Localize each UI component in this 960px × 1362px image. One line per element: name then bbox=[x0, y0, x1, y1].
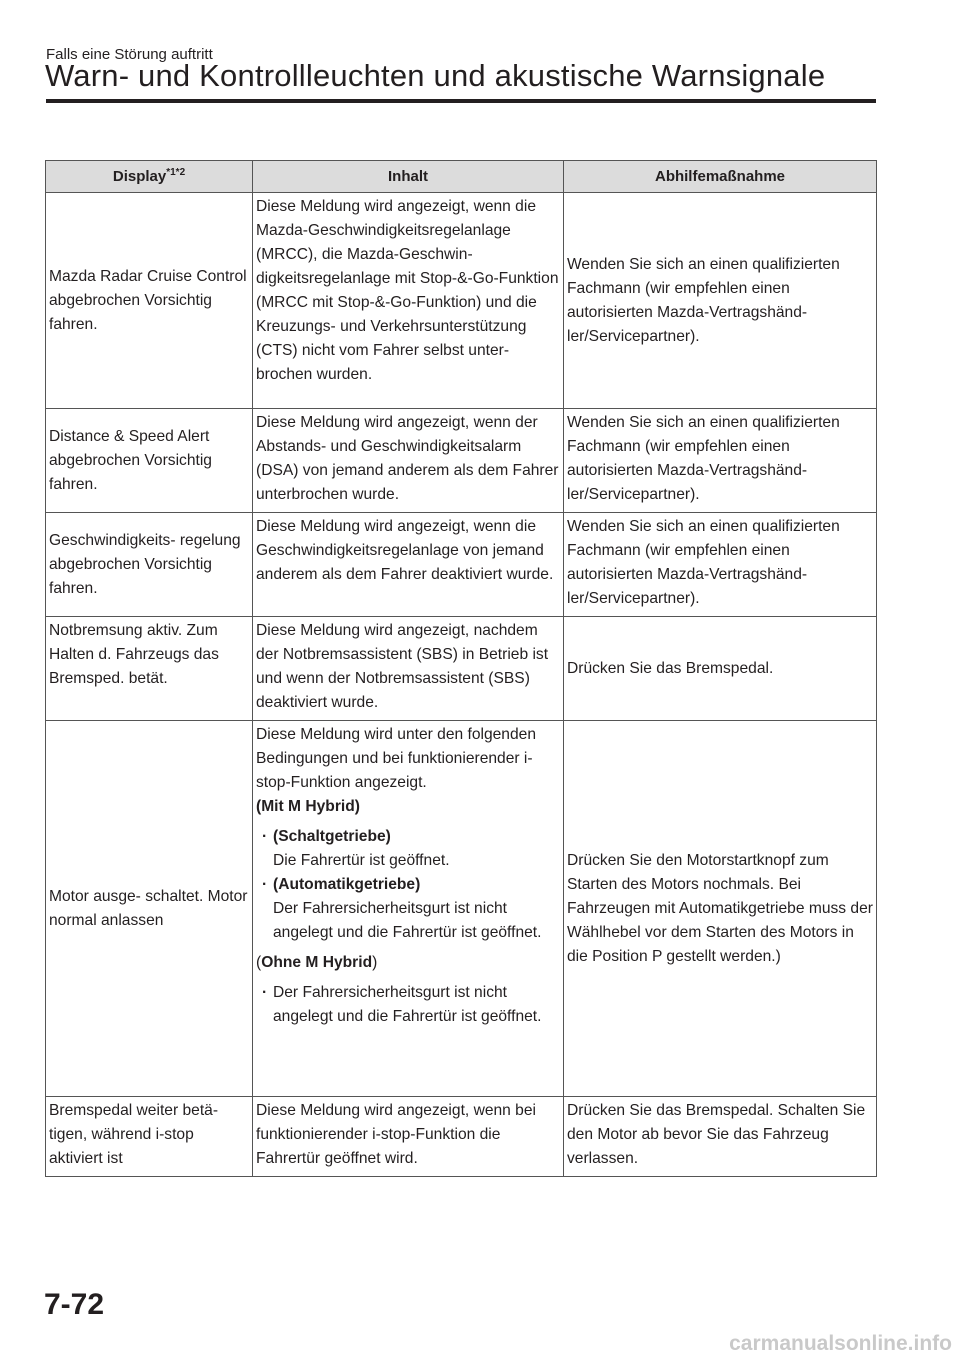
manual-transmission-text: Die Fahrertür ist geöffnet. bbox=[273, 852, 450, 869]
no-hybrid-heading: (Ohne M Hybrid) bbox=[256, 954, 378, 971]
remedy-cell: Wenden Sie sich an einen qualifizierten Fachmann (wir empfehlen einen autorisierten Mazda-Vertragshändler/Servicepartner). bbox=[564, 193, 877, 409]
display-cell: Bremspedal weiter betätigen, während i-stop aktiviert ist bbox=[46, 1097, 253, 1177]
heading-divider bbox=[46, 99, 876, 103]
display-cell: Geschwindigkeits- regelung abgebrochen Vorsichtig fahren. bbox=[46, 513, 253, 617]
manual-transmission-title: · (Schaltgetriebe) bbox=[273, 828, 391, 845]
list-item bbox=[256, 873, 560, 945]
table-row bbox=[46, 409, 877, 513]
warning-messages-table bbox=[45, 160, 877, 1177]
no-hybrid-conditions-list bbox=[256, 981, 560, 1029]
content-cell: Diese Meldung wird angezeigt, wenn bei funktionierender i-stop-Funktion die Fahrertür geöffnet wird. bbox=[253, 1097, 564, 1177]
remedy-cell: Drücken Sie den Motorstartknopf zum Starten des Motors nochmals. Bei Fahrzeugen mit Automatikgetriebe muss der Wählhebel vor dem Starten des Motors in die Position P gestellt werden.) bbox=[564, 721, 877, 1097]
hybrid-heading: (Mit M Hybrid) bbox=[256, 798, 360, 815]
content-cell: Diese Meldung wird angezeigt, wenn die Geschwindigkeitsregelanlage von jemand anderem als dem Fahrer deaktiviert wurde. bbox=[253, 513, 564, 617]
watermark: carmanualsonline.info bbox=[729, 1332, 952, 1355]
table-row bbox=[46, 617, 877, 721]
remedy-cell: Drücken Sie das Bremspedal. bbox=[564, 617, 877, 721]
remedy-cell: Drücken Sie das Bremspedal. Schalten Sie den Motor ab bevor Sie das Fahrzeug verlassen. bbox=[564, 1097, 877, 1177]
list-item: · Der Fahrersicherheitsgurt ist nicht angelegt und die Fahrertür ist geöffnet. bbox=[256, 981, 560, 1029]
display-cell: Notbremsung aktiv. Zum Halten d. Fahrzeugs das Bremsped. betät. bbox=[46, 617, 253, 721]
page-title: Warn- und Kontrollleuchten und akustische Warnsignale bbox=[45, 58, 826, 93]
page-number: 7-72 bbox=[44, 1288, 105, 1321]
column-header-content: Inhalt bbox=[253, 161, 564, 193]
content-cell: Diese Meldung wird angezeigt, nachdem der Notbremsassistent (SBS) in Betrieb ist und wenn der Notbremsassistent (SBS) deaktiviert wurde. bbox=[253, 617, 564, 721]
table-row bbox=[46, 513, 877, 617]
display-cell: Motor ausge- schaltet. Motor normal anlassen bbox=[46, 721, 253, 1097]
display-cell: Distance & Speed Alert abgebrochen Vorsichtig fahren. bbox=[46, 409, 253, 513]
content-cell: Diese Meldung wird angezeigt, wenn der Abstands- und Geschwindigkeitsalarm (DSA) von jemand anderem als dem Fahrer unterbrochen wurde. bbox=[253, 409, 564, 513]
remedy-cell: Wenden Sie sich an einen qualifizierten Fachmann (wir empfehlen einen autorisierten Mazda-Vertragshändler/Servicepartner). bbox=[564, 513, 877, 617]
footnote-marker: *1*2 bbox=[166, 166, 186, 178]
content-intro: Diese Meldung wird unter den folgenden Bedingungen und bei funktionierender i-stop-Funktion angezeigt. bbox=[256, 726, 537, 791]
automatic-transmission-text: Der Fahrersicherheitsgurt ist nicht angelegt und die Fahrertür ist geöffnet. bbox=[273, 900, 542, 941]
column-header-display: Display$^{*1*2}$ bbox=[46, 161, 253, 193]
section-label: Falls eine Störung auftritt bbox=[46, 46, 213, 63]
table-header-row bbox=[46, 161, 877, 193]
table-row bbox=[46, 1097, 877, 1177]
automatic-transmission-title: · (Automatikgetriebe) bbox=[273, 876, 421, 893]
column-header-remedy: Abhilfemaßnahme bbox=[564, 161, 877, 193]
table-row bbox=[46, 193, 877, 409]
hybrid-conditions-list bbox=[256, 825, 560, 945]
content-cell bbox=[253, 721, 564, 1097]
content-cell: Diese Meldung wird angezeigt, wenn die Mazda-Geschwindigkeitsregelanlage (MRCC), die Mazda-Geschwindigkeitsregelanlage mit Stop-&-Go-Funktion (MRCC mit Stop-&-Go-Funktion) und die Kreuzungs- und Verkehrsunterstützung (CTS) nicht vom Fahrer selbst unterbrochen wurden. bbox=[253, 193, 564, 409]
list-item bbox=[256, 825, 560, 873]
display-cell: Mazda Radar Cruise Control abgebrochen Vorsichtig fahren. bbox=[46, 193, 253, 409]
remedy-cell: Wenden Sie sich an einen qualifizierten Fachmann (wir empfehlen einen autorisierten Mazda-Vertragshändler/Servicepartner). bbox=[564, 409, 877, 513]
table-row bbox=[46, 721, 877, 1097]
